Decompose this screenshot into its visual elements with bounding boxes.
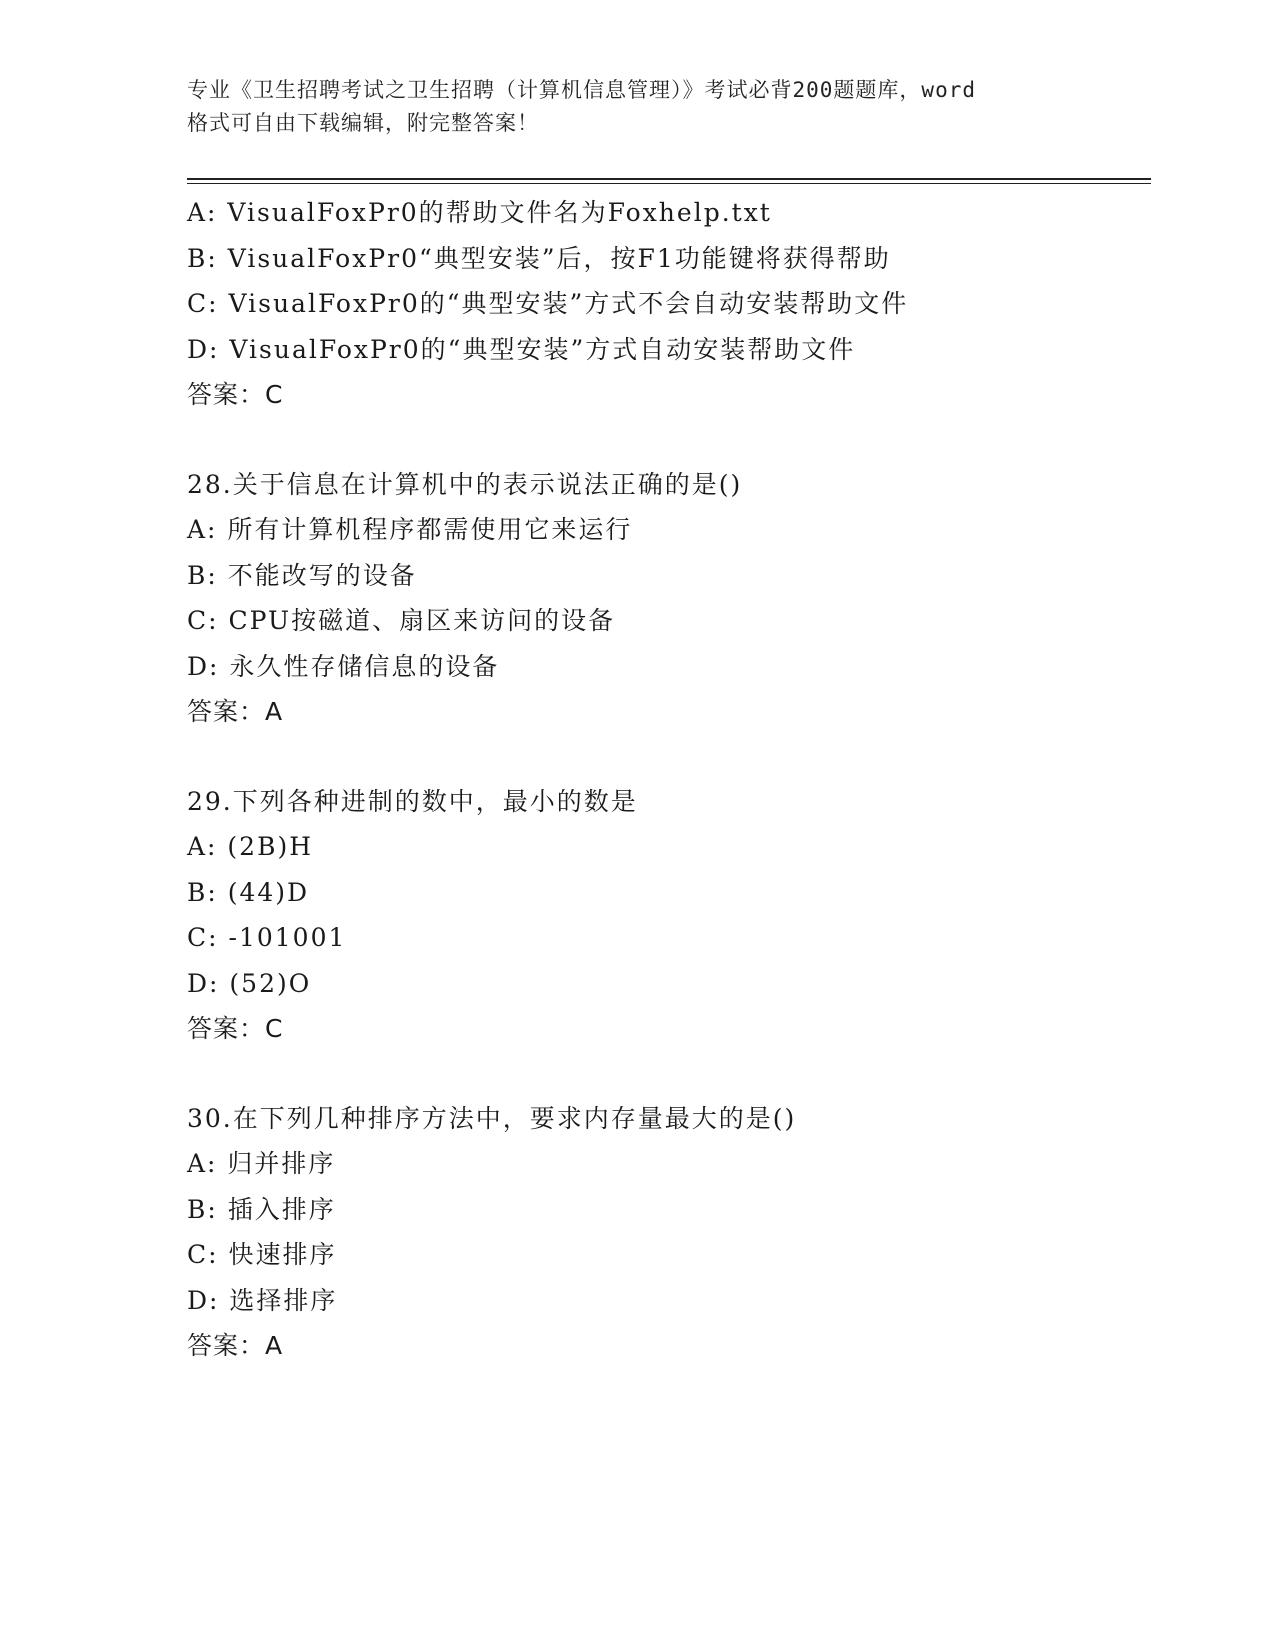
question-stem: 28.关于信息在计算机中的表示说法正确的是() xyxy=(187,469,743,499)
question-block-29 xyxy=(187,779,1147,1052)
spacer xyxy=(187,735,1147,779)
question-stem: 30.在下列几种排序方法中，要求内存量最大的是() xyxy=(187,1103,797,1133)
document-header xyxy=(187,74,1087,140)
option-b: B: 插入排序 xyxy=(187,1194,336,1224)
option-d: D: (52)O xyxy=(187,968,312,998)
answer-line: 答案：A xyxy=(187,697,284,726)
question-block-28 xyxy=(187,462,1147,735)
option-b: B: VisualFoxPr0“典型安装”后，按F1功能键将获得帮助 xyxy=(187,243,891,273)
option-d: D: 选择排序 xyxy=(187,1285,338,1315)
header-line-2: 格式可自由下载编辑，附完整答案！ xyxy=(187,111,539,135)
option-a: A: VisualFoxPr0的帮助文件名为Foxhelp.txt xyxy=(187,198,772,227)
option-c: C: 快速排序 xyxy=(187,1240,337,1269)
spacer xyxy=(187,418,1147,462)
option-c: C: VisualFoxPr0的“典型安装”方式不会自动安装帮助文件 xyxy=(187,289,909,318)
option-b: B: 不能改写的设备 xyxy=(187,560,417,590)
question-block-27 xyxy=(187,190,1147,418)
option-c: C: CPU按磁道、扇区来访问的设备 xyxy=(187,606,616,635)
header-divider-thick xyxy=(187,178,1151,180)
header-line-1: 专业《卫生招聘考试之卫生招聘（计算机信息管理）》考试必背200题题库，word xyxy=(187,78,976,102)
option-a: A: 归并排序 xyxy=(187,1149,336,1178)
answer-line: 答案：C xyxy=(187,1014,284,1043)
option-c: C: -101001 xyxy=(187,923,347,952)
spacer xyxy=(187,1052,1147,1096)
option-d: D: 永久性存储信息的设备 xyxy=(187,651,500,681)
option-b: B: (44)D xyxy=(187,877,310,907)
header-divider-thin xyxy=(187,183,1151,184)
option-a: A: 所有计算机程序都需使用它来运行 xyxy=(187,515,633,544)
question-stem: 29.下列各种进制的数中，最小的数是 xyxy=(187,786,638,816)
answer-line: 答案：A xyxy=(187,1331,284,1360)
answer-line: 答案：C xyxy=(187,380,284,409)
option-d: D: VisualFoxPr0的“典型安装”方式自动安装帮助文件 xyxy=(187,334,856,364)
question-block-30 xyxy=(187,1096,1147,1369)
option-a: A: (2B)H xyxy=(187,832,314,861)
question-list xyxy=(187,190,1147,1369)
